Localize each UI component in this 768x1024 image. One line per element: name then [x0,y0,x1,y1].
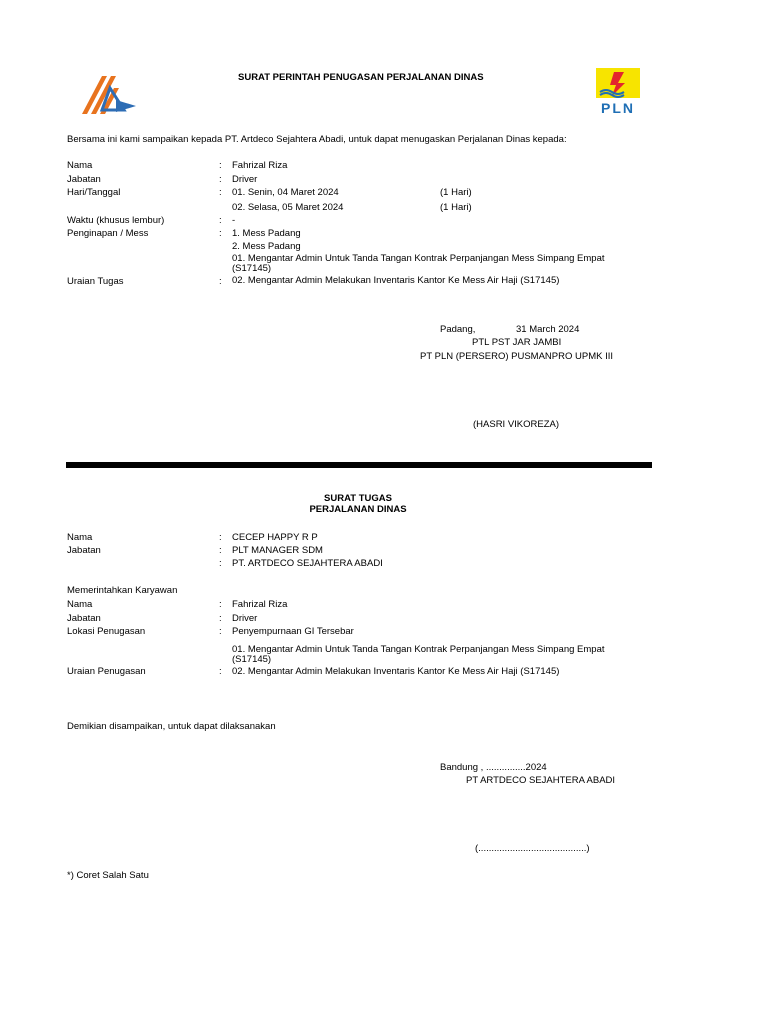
uraian-label: Uraian Tugas [67,276,124,287]
colon: : [219,613,222,624]
nama-label: Nama [67,160,93,171]
hari-label: Hari/Tanggal [67,187,121,198]
sign-date: 31 March 2024 [516,324,580,335]
lokasi-label: Lokasi Penugasan [67,626,146,637]
colon: : [219,160,222,171]
hari-value-2: 02. Selasa, 05 Maret 2024 [232,202,344,213]
uraian-penugasan-label: Uraian Penugasan [67,666,146,677]
artdeco-logo [80,70,138,116]
colon: : [219,174,222,185]
signatory-name: (HASRI VIKOREZA) [473,419,560,430]
jabatan-value: PLT MANAGER SDM [232,545,323,556]
signatory-name: (.........................................) [475,843,590,854]
sign-place: Padang, [440,324,476,335]
document-title: SURAT PERINTAH PENUGASAN PERJALANAN DINAS [238,72,484,83]
penugasan-item-1: 01. Mengantar Admin Untuk Tanda Tangan Kontrak Perpanjangan Mess Simpang Empat (S17145) [232,644,605,665]
penginapan-label: Penginapan / Mess [67,228,149,239]
intro-text: Bersama ini kami sampaikan kepada PT. Artdeco Sejahtera Abadi, untuk dapat menugaskan Perjalanan Dinas kepada: [67,134,567,145]
waktu-value: - [232,215,236,226]
tugas-item-2: 02. Mengantar Admin Melakukan Inventaris Kantor Ke Mess Air Haji (S17145) [232,275,560,286]
colon: : [219,228,222,239]
nama-value: CECEP HAPPY R P [232,532,318,543]
colon: : [219,626,222,637]
penginapan-value-1: 1. Mess Padang [232,228,301,239]
colon: : [219,545,222,556]
hari-value-1: 01. Senin, 04 Maret 2024 [232,187,339,198]
company-value: PT. ARTDECO SEJAHTERA ABADI [232,558,383,569]
footnote: *) Coret Salah Satu [67,870,149,881]
colon: : [219,276,222,287]
karyawan-nama-value: Fahrizal Riza [232,599,288,610]
colon: : [219,558,222,569]
memerintahkan-label: Memerintahkan Karyawan [67,585,178,596]
pln-logo-text: PLN [601,100,635,116]
penugasan-item-2: 02. Mengantar Admin Melakukan Inventaris Kantor Ke Mess Air Haji (S17145) [232,666,560,677]
karyawan-jabatan-value: Driver [232,613,258,624]
nama-value: Fahrizal Riza [232,160,288,171]
sign-place-date: Bandung , ...............2024 [440,762,547,773]
jabatan-label: Jabatan [67,545,101,556]
colon: : [219,599,222,610]
closing-text: Demikian disampaikan, untuk dapat dilaksanakan [67,721,276,732]
pln-logo [594,66,642,118]
waktu-label: Waktu (khusus lembur) [67,215,165,226]
hari-duration-2: (1 Hari) [440,202,472,213]
nama-label: Nama [67,532,93,543]
jabatan-label: Jabatan [67,174,101,185]
section-title: SURAT TUGAS [324,493,392,504]
section-divider [66,462,652,468]
colon: : [219,666,222,677]
jabatan-value: Driver [232,174,258,185]
section-subtitle: PERJALANAN DINAS [309,504,407,515]
sign-organization: PT PLN (PERSERO) PUSMANPRO UPMK III [420,351,614,362]
colon: : [219,187,222,198]
tugas-item-1: 01. Mengantar Admin Untuk Tanda Tangan Kontrak Perpanjangan Mess Simpang Empat (S17145) [232,253,605,274]
colon: : [219,215,222,226]
karyawan-jabatan-label: Jabatan [67,613,101,624]
penginapan-value-2: 2. Mess Padang [232,241,301,252]
lokasi-value: Penyempurnaan GI Tersebar [232,626,354,637]
sign-organization: PT ARTDECO SEJAHTERA ABADI [466,775,616,786]
hari-duration-1: (1 Hari) [440,187,472,198]
colon: : [219,532,222,543]
sign-position: PTL PST JAR JAMBI [472,337,562,348]
karyawan-nama-label: Nama [67,599,93,610]
